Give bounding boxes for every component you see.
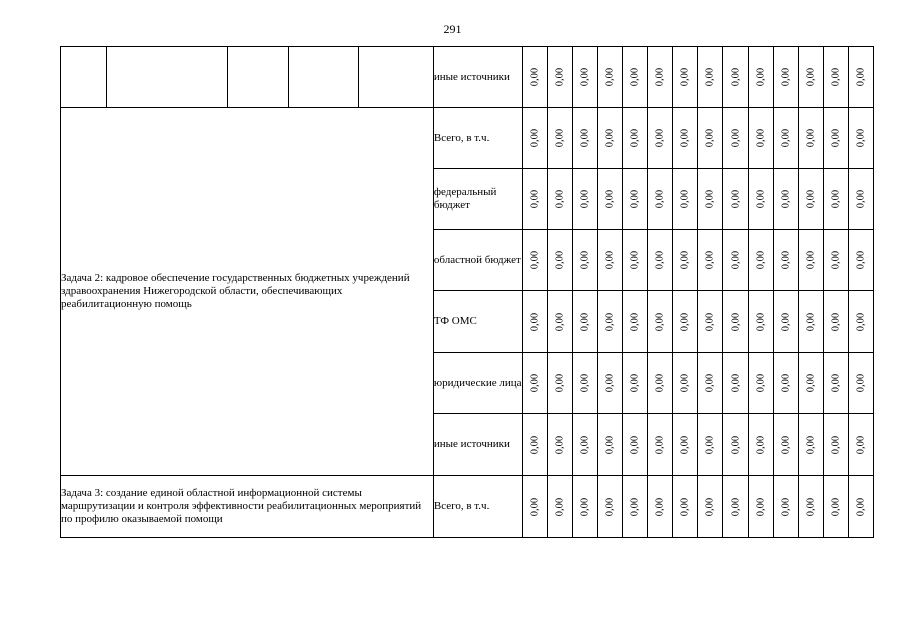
- amount-value: 0,00: [529, 312, 541, 331]
- amount-value: 0,00: [679, 312, 691, 331]
- funding-source: иные источники: [433, 47, 522, 108]
- value-cell: [598, 353, 623, 414]
- amount-value: 0,00: [604, 497, 616, 516]
- value-cell: [573, 353, 598, 414]
- value-cell: [573, 169, 598, 230]
- value-cell: [773, 476, 798, 538]
- amount-value: 0,00: [654, 128, 666, 148]
- value-cell: [548, 353, 573, 414]
- amount-value: 0,00: [704, 250, 716, 270]
- amount-value: 0,00: [755, 128, 767, 148]
- value-cell: [823, 47, 848, 108]
- amount-value: 0,00: [579, 128, 591, 148]
- amount-value: 0,00: [654, 373, 666, 393]
- amount-value: 0,00: [554, 250, 566, 270]
- amount-value: 0,00: [805, 250, 817, 270]
- amount-value: 0,00: [529, 373, 541, 393]
- amount-value: 0,00: [830, 497, 842, 516]
- amount-value: 0,00: [855, 373, 867, 393]
- value-cell: [623, 291, 648, 353]
- amount-value: 0,00: [755, 435, 767, 454]
- page-number: 291: [443, 22, 462, 36]
- value-cell: [748, 108, 773, 169]
- value-cell: [698, 353, 723, 414]
- amount-value: 0,00: [780, 250, 792, 270]
- value-cell: [848, 230, 873, 291]
- funding-source: иные источники: [433, 414, 522, 476]
- amount-value: 0,00: [654, 67, 666, 87]
- value-cell: [823, 108, 848, 169]
- value-cell: [748, 476, 773, 538]
- amount-value: 0,00: [830, 250, 842, 270]
- amount-value: 0,00: [830, 189, 842, 209]
- amount-value: 0,00: [579, 373, 591, 393]
- amount-value: 0,00: [629, 250, 641, 270]
- empty-cell: [107, 47, 228, 108]
- amount-value: 0,00: [755, 67, 767, 87]
- amount-value: 0,00: [604, 250, 616, 270]
- value-cell: [748, 47, 773, 108]
- amount-value: 0,00: [755, 497, 767, 516]
- value-cell: [773, 291, 798, 353]
- value-cell: [798, 169, 823, 230]
- value-cell: [723, 353, 748, 414]
- value-cell: [623, 108, 648, 169]
- table-row: [61, 476, 874, 538]
- amount-value: 0,00: [554, 67, 566, 87]
- amount-value: 0,00: [830, 435, 842, 454]
- amount-value: 0,00: [755, 189, 767, 209]
- value-cell: [723, 476, 748, 538]
- amount-value: 0,00: [830, 67, 842, 87]
- value-cell: [548, 476, 573, 538]
- value-cell: [823, 476, 848, 538]
- value-cell: [548, 169, 573, 230]
- amount-value: 0,00: [704, 128, 716, 148]
- value-cell: [748, 414, 773, 476]
- amount-value: 0,00: [855, 250, 867, 270]
- amount-value: 0,00: [780, 312, 792, 331]
- value-cell: [623, 169, 648, 230]
- funding-source: ТФ ОМС: [433, 291, 522, 353]
- amount-value: 0,00: [654, 497, 666, 516]
- funding-source: юридические лица: [433, 353, 522, 414]
- value-cell: [648, 108, 673, 169]
- amount-value: 0,00: [554, 312, 566, 331]
- value-cell: [848, 108, 873, 169]
- amount-value: 0,00: [830, 373, 842, 393]
- amount-value: 0,00: [855, 189, 867, 209]
- amount-value: 0,00: [604, 373, 616, 393]
- amount-value: 0,00: [805, 189, 817, 209]
- amount-value: 0,00: [579, 67, 591, 87]
- value-cell: [748, 230, 773, 291]
- value-cell: [798, 230, 823, 291]
- value-cell: [798, 353, 823, 414]
- amount-value: 0,00: [780, 373, 792, 393]
- amount-value: 0,00: [730, 67, 741, 87]
- value-cell: [748, 353, 773, 414]
- amount-value: 0,00: [579, 312, 591, 331]
- value-cell: [548, 230, 573, 291]
- value-cell: [823, 353, 848, 414]
- value-cell: [798, 414, 823, 476]
- value-cell: [848, 291, 873, 353]
- amount-value: 0,00: [529, 435, 541, 454]
- value-cell: [748, 291, 773, 353]
- value-cell: [673, 47, 698, 108]
- amount-value: 0,00: [604, 128, 616, 148]
- value-cell: [548, 291, 573, 353]
- table-row: [61, 47, 874, 108]
- amount-value: 0,00: [529, 497, 541, 516]
- amount-value: 0,00: [679, 373, 691, 393]
- value-cell: [648, 169, 673, 230]
- amount-value: 0,00: [629, 189, 641, 209]
- value-cell: [548, 414, 573, 476]
- value-cell: [598, 291, 623, 353]
- value-cell: [698, 414, 723, 476]
- amount-value: 0,00: [554, 128, 566, 148]
- amount-value: 0,00: [704, 189, 716, 209]
- amount-value: 0,00: [629, 435, 641, 454]
- amount-value: 0,00: [529, 128, 541, 148]
- value-cell: [673, 169, 698, 230]
- amount-value: 0,00: [629, 128, 641, 148]
- amount-value: 0,00: [780, 435, 792, 454]
- value-cell: [773, 230, 798, 291]
- funding-source: федеральный бюджет: [433, 169, 522, 230]
- value-cell: [723, 108, 748, 169]
- value-cell: [698, 169, 723, 230]
- value-cell: [648, 414, 673, 476]
- amount-value: 0,00: [755, 373, 767, 393]
- value-cell: [573, 47, 598, 108]
- value-cell: [523, 291, 548, 353]
- amount-value: 0,00: [855, 128, 867, 148]
- value-cell: [523, 108, 548, 169]
- value-cell: [798, 108, 823, 169]
- amount-value: 0,00: [554, 435, 566, 454]
- empty-cell: [288, 47, 358, 108]
- amount-value: 0,00: [529, 189, 541, 209]
- value-cell: [673, 291, 698, 353]
- amount-value: 0,00: [604, 435, 616, 454]
- value-cell: [573, 230, 598, 291]
- amount-value: 0,00: [629, 373, 641, 393]
- amount-value: 0,00: [654, 312, 666, 331]
- task-description: Задача 2: кадровое обеспечение государственных бюджетных учреждений здравоохранения Нижегородской области, обеспечивающих реабилитационную помощь: [61, 108, 434, 476]
- amount-value: 0,00: [855, 435, 867, 454]
- amount-value: 0,00: [704, 312, 716, 331]
- amount-value: 0,00: [554, 373, 566, 393]
- value-cell: [698, 476, 723, 538]
- table-row: [61, 108, 874, 169]
- value-cell: [723, 47, 748, 108]
- amount-value: 0,00: [855, 312, 867, 331]
- amount-value: 0,00: [704, 497, 716, 516]
- funding-source: Всего, в т.ч.: [433, 476, 522, 538]
- value-cell: [548, 108, 573, 169]
- amount-value: 0,00: [679, 435, 691, 454]
- amount-value: 0,00: [604, 312, 616, 331]
- value-cell: [798, 476, 823, 538]
- value-cell: [623, 47, 648, 108]
- value-cell: [573, 108, 598, 169]
- value-cell: [573, 414, 598, 476]
- amount-value: 0,00: [679, 67, 691, 87]
- amount-value: 0,00: [805, 497, 817, 516]
- amount-value: 0,00: [805, 128, 817, 148]
- value-cell: [673, 353, 698, 414]
- value-cell: [648, 47, 673, 108]
- amount-value: 0,00: [780, 189, 792, 209]
- amount-value: 0,00: [780, 67, 792, 87]
- value-cell: [798, 291, 823, 353]
- value-cell: [673, 476, 698, 538]
- amount-value: 0,00: [629, 67, 641, 87]
- value-cell: [523, 353, 548, 414]
- value-cell: [723, 291, 748, 353]
- funding-source: областной бюджет: [433, 230, 522, 291]
- amount-value: 0,00: [780, 497, 792, 516]
- amount-value: 0,00: [830, 312, 842, 331]
- value-cell: [823, 291, 848, 353]
- value-cell: [523, 47, 548, 108]
- amount-value: 0,00: [529, 250, 541, 270]
- value-cell: [648, 476, 673, 538]
- amount-value: 0,00: [830, 128, 842, 148]
- value-cell: [598, 47, 623, 108]
- value-cell: [723, 230, 748, 291]
- value-cell: [748, 169, 773, 230]
- amount-value: 0,00: [855, 497, 867, 516]
- budget-table: [60, 46, 874, 538]
- value-cell: [623, 230, 648, 291]
- value-cell: [523, 230, 548, 291]
- amount-value: 0,00: [855, 67, 867, 87]
- value-cell: [723, 414, 748, 476]
- amount-value: 0,00: [579, 435, 591, 454]
- value-cell: [673, 414, 698, 476]
- amount-value: 0,00: [730, 250, 741, 270]
- value-cell: [773, 108, 798, 169]
- amount-value: 0,00: [579, 497, 591, 516]
- value-cell: [698, 230, 723, 291]
- amount-value: 0,00: [604, 189, 616, 209]
- value-cell: [673, 108, 698, 169]
- value-cell: [573, 291, 598, 353]
- amount-value: 0,00: [629, 312, 641, 331]
- value-cell: [698, 291, 723, 353]
- empty-cell: [228, 47, 288, 108]
- value-cell: [548, 47, 573, 108]
- amount-value: 0,00: [755, 250, 767, 270]
- funding-source: Всего, в т.ч.: [433, 108, 522, 169]
- value-cell: [823, 169, 848, 230]
- amount-value: 0,00: [704, 67, 716, 87]
- value-cell: [598, 414, 623, 476]
- amount-value: 0,00: [805, 435, 817, 454]
- amount-value: 0,00: [629, 497, 641, 516]
- value-cell: [773, 169, 798, 230]
- value-cell: [598, 476, 623, 538]
- value-cell: [798, 47, 823, 108]
- amount-value: 0,00: [730, 373, 741, 393]
- amount-value: 0,00: [730, 435, 741, 454]
- value-cell: [848, 353, 873, 414]
- empty-cell: [61, 47, 107, 108]
- value-cell: [698, 47, 723, 108]
- value-cell: [773, 47, 798, 108]
- value-cell: [848, 169, 873, 230]
- amount-value: 0,00: [679, 497, 691, 516]
- amount-value: 0,00: [730, 497, 741, 516]
- amount-value: 0,00: [755, 312, 767, 331]
- value-cell: [773, 414, 798, 476]
- amount-value: 0,00: [579, 250, 591, 270]
- amount-value: 0,00: [730, 189, 741, 209]
- value-cell: [648, 291, 673, 353]
- value-cell: [523, 476, 548, 538]
- value-cell: [848, 476, 873, 538]
- amount-value: 0,00: [579, 189, 591, 209]
- amount-value: 0,00: [679, 250, 691, 270]
- value-cell: [823, 414, 848, 476]
- amount-value: 0,00: [654, 189, 666, 209]
- empty-cell: [358, 47, 433, 108]
- value-cell: [623, 353, 648, 414]
- amount-value: 0,00: [654, 435, 666, 454]
- task-description: Задача 3: создание единой областной информационной системы маршрутизации и контроля эффективности реабилитационных мероприятий по профилю оказываемой помощи: [61, 476, 434, 538]
- amount-value: 0,00: [704, 373, 716, 393]
- amount-value: 0,00: [730, 312, 741, 331]
- value-cell: [648, 353, 673, 414]
- amount-value: 0,00: [704, 435, 716, 454]
- value-cell: [648, 230, 673, 291]
- amount-value: 0,00: [529, 67, 541, 87]
- amount-value: 0,00: [679, 189, 691, 209]
- value-cell: [848, 47, 873, 108]
- amount-value: 0,00: [805, 373, 817, 393]
- value-cell: [598, 169, 623, 230]
- value-cell: [573, 476, 598, 538]
- amount-value: 0,00: [554, 497, 566, 516]
- value-cell: [848, 414, 873, 476]
- amount-value: 0,00: [730, 128, 741, 148]
- value-cell: [598, 108, 623, 169]
- value-cell: [623, 476, 648, 538]
- amount-value: 0,00: [805, 67, 817, 87]
- amount-value: 0,00: [604, 67, 616, 87]
- amount-value: 0,00: [805, 312, 817, 331]
- value-cell: [723, 169, 748, 230]
- value-cell: [598, 230, 623, 291]
- amount-value: 0,00: [679, 128, 691, 148]
- amount-value: 0,00: [554, 189, 566, 209]
- value-cell: [523, 414, 548, 476]
- value-cell: [673, 230, 698, 291]
- value-cell: [623, 414, 648, 476]
- value-cell: [523, 169, 548, 230]
- value-cell: [823, 230, 848, 291]
- value-cell: [698, 108, 723, 169]
- amount-value: 0,00: [654, 250, 666, 270]
- amount-value: 0,00: [780, 128, 792, 148]
- value-cell: [773, 353, 798, 414]
